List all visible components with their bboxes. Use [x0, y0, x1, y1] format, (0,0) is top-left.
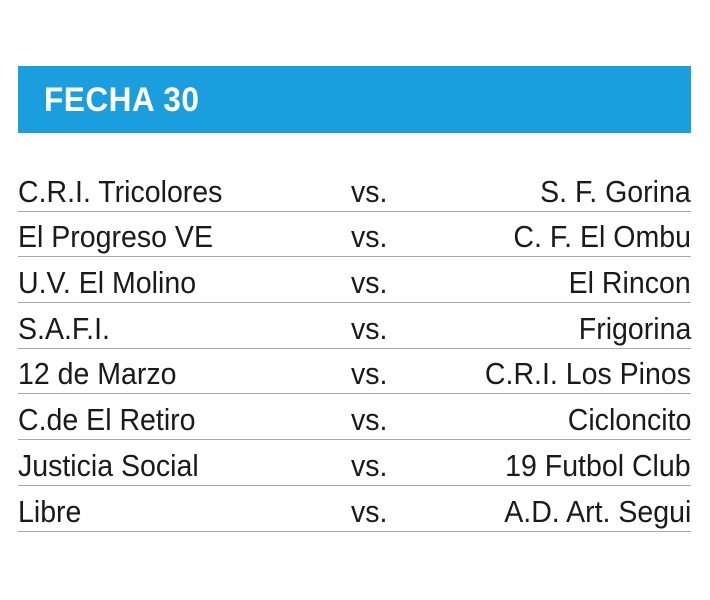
- away-team: A.D. Art. Segui: [503, 493, 691, 529]
- vs-label: vs.: [351, 310, 388, 346]
- vs-label: vs.: [351, 173, 388, 209]
- match-row: [18, 212, 691, 258]
- away-team: 19 Futbol Club: [505, 447, 691, 483]
- vs-label: vs.: [351, 356, 388, 392]
- away-team: Frigorina: [578, 310, 691, 346]
- match-row: [18, 166, 691, 212]
- vs-label: vs.: [351, 219, 388, 255]
- home-team: S.A.F.I.: [18, 310, 110, 346]
- away-team: El Rincon: [568, 265, 691, 301]
- home-team: 12 de Marzo: [18, 356, 177, 392]
- vs-label: vs.: [351, 265, 388, 301]
- home-team: El Progreso VE: [18, 219, 213, 255]
- away-team: Cicloncito: [567, 402, 691, 438]
- home-team: C.R.I. Tricolores: [18, 173, 223, 209]
- fixtures-list: [18, 166, 691, 532]
- match-row: [18, 440, 691, 486]
- home-team: Justicia Social: [18, 447, 199, 483]
- away-team: S. F. Gorina: [540, 173, 691, 209]
- home-team: C.de El Retiro: [18, 402, 196, 438]
- match-row: [18, 394, 691, 440]
- match-row: [18, 257, 691, 303]
- home-team: U.V. El Molino: [18, 265, 197, 301]
- vs-label: vs.: [351, 493, 388, 529]
- vs-label: vs.: [351, 402, 388, 438]
- match-row: [18, 349, 691, 395]
- away-team: C.R.I. Los Pinos: [484, 356, 691, 392]
- round-header: [18, 66, 691, 133]
- match-row: [18, 486, 691, 532]
- vs-label: vs.: [351, 447, 388, 483]
- round-title: FECHA 30: [44, 80, 200, 119]
- home-team: Libre: [18, 493, 82, 529]
- away-team: C. F. El Ombu: [513, 219, 691, 255]
- match-row: [18, 303, 691, 349]
